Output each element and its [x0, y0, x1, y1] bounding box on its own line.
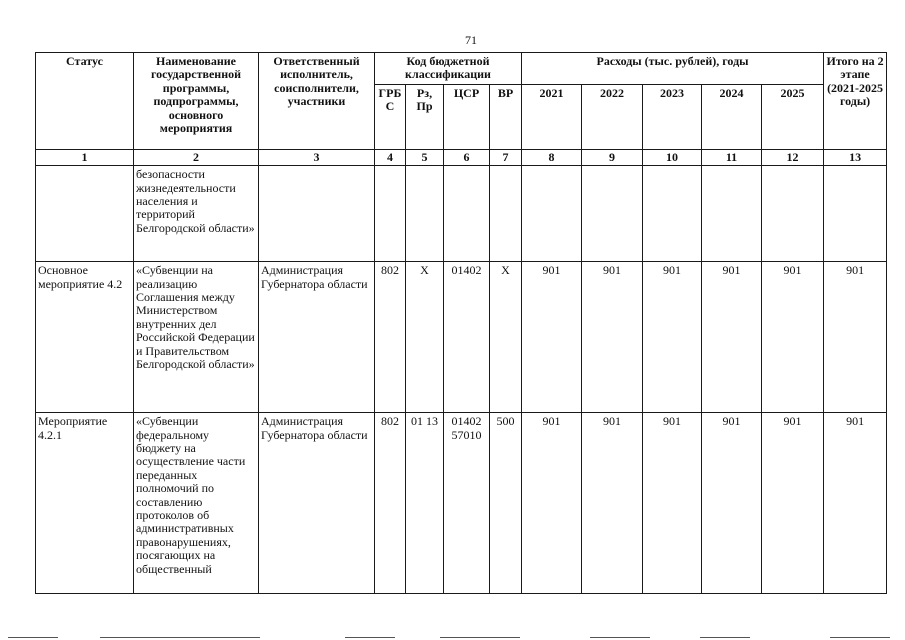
column-number: 6: [444, 149, 490, 165]
row-csr: 01402 57010: [444, 413, 490, 594]
row-status: [36, 166, 134, 262]
column-number: 2: [134, 149, 259, 165]
scan-edge-line: [830, 637, 890, 638]
column-number: 8: [522, 149, 582, 165]
table-row: [36, 262, 887, 413]
row-total: 901: [824, 262, 887, 413]
row-grbs: [375, 166, 406, 262]
row-status: Мероприятие 4.2.1: [36, 413, 134, 594]
header-year-2025: 2025: [762, 84, 824, 149]
row-2021: 901: [522, 262, 582, 413]
table-row: [36, 166, 887, 262]
row-program: «Субвенции на реализацию Соглашения между Министерством внутренних дел Российской Федерации и Правительством Белгородской области»: [134, 262, 259, 413]
header-budget-code: Код бюджетной классификации: [375, 53, 522, 85]
row-2025: 901: [762, 413, 824, 594]
table-row: [36, 413, 887, 594]
header-year-2023: 2023: [643, 84, 702, 149]
column-number: 7: [490, 149, 522, 165]
column-number: 13: [824, 149, 887, 165]
row-rzpr: [406, 166, 444, 262]
scan-edge-line: [700, 637, 750, 638]
header-status: Статус: [36, 53, 134, 150]
row-total: 901: [824, 413, 887, 594]
header-executor: Ответственный исполнитель, соисполнители, участники: [259, 53, 375, 150]
scan-edge-line: [8, 637, 58, 638]
row-csr: [444, 166, 490, 262]
header-program: Наименование государственной программы, подпрограммы, основного мероприятия: [134, 53, 259, 150]
column-number: 10: [643, 149, 702, 165]
row-grbs: 802: [375, 413, 406, 594]
header-row-top: [36, 53, 887, 85]
header-csr: ЦСР: [444, 84, 490, 149]
row-total: [824, 166, 887, 262]
column-number: 11: [702, 149, 762, 165]
row-2025: 901: [762, 262, 824, 413]
row-2024: [702, 166, 762, 262]
row-program: «Субвенции федеральному бюджету на осуществление части переданных полномочий по составлению протоколов об административных правонарушениях, посягающих на общественный: [134, 413, 259, 594]
column-number: 9: [582, 149, 643, 165]
scan-edge-line: [345, 637, 395, 638]
row-2025: [762, 166, 824, 262]
column-number-row: [36, 149, 887, 165]
row-executor: Администрация Губернатора области: [259, 262, 375, 413]
scan-edge-line: [440, 637, 520, 638]
scan-edge-line: [590, 637, 650, 638]
row-2024: 901: [702, 262, 762, 413]
row-2021: 901: [522, 413, 582, 594]
budget-table: [35, 52, 887, 594]
header-year-2022: 2022: [582, 84, 643, 149]
header-vr: ВР: [490, 84, 522, 149]
column-number: 5: [406, 149, 444, 165]
row-executor: Администрация Губернатора области: [259, 413, 375, 594]
row-2023: [643, 166, 702, 262]
row-rzpr: Х: [406, 262, 444, 413]
header-year-2021: 2021: [522, 84, 582, 149]
row-2022: 901: [582, 262, 643, 413]
row-vr: 500: [490, 413, 522, 594]
column-number: 1: [36, 149, 134, 165]
page-number: 71: [465, 33, 477, 47]
row-2023: 901: [643, 413, 702, 594]
header-expenses: Расходы (тыс. рублей), годы: [522, 53, 824, 85]
scan-edge-line: [100, 637, 260, 638]
row-executor: [259, 166, 375, 262]
row-csr: 01402: [444, 262, 490, 413]
row-vr: [490, 166, 522, 262]
row-2024: 901: [702, 413, 762, 594]
header-year-2024: 2024: [702, 84, 762, 149]
row-status: Основное мероприятие 4.2: [36, 262, 134, 413]
header-rzpr: Рз, Пр: [406, 84, 444, 149]
column-number: 12: [762, 149, 824, 165]
row-2023: 901: [643, 262, 702, 413]
column-number: 4: [375, 149, 406, 165]
header-grbs: ГРБ С: [375, 84, 406, 149]
row-grbs: 802: [375, 262, 406, 413]
row-2022: 901: [582, 413, 643, 594]
column-number: 3: [259, 149, 375, 165]
row-vr: Х: [490, 262, 522, 413]
header-total: Итого на 2 этапе (2021-2025 годы): [824, 53, 887, 150]
row-program: безопасности жизнедеятельности населения и территорий Белгородской области»: [134, 166, 259, 262]
row-2022: [582, 166, 643, 262]
row-2021: [522, 166, 582, 262]
row-rzpr: 01 13: [406, 413, 444, 594]
